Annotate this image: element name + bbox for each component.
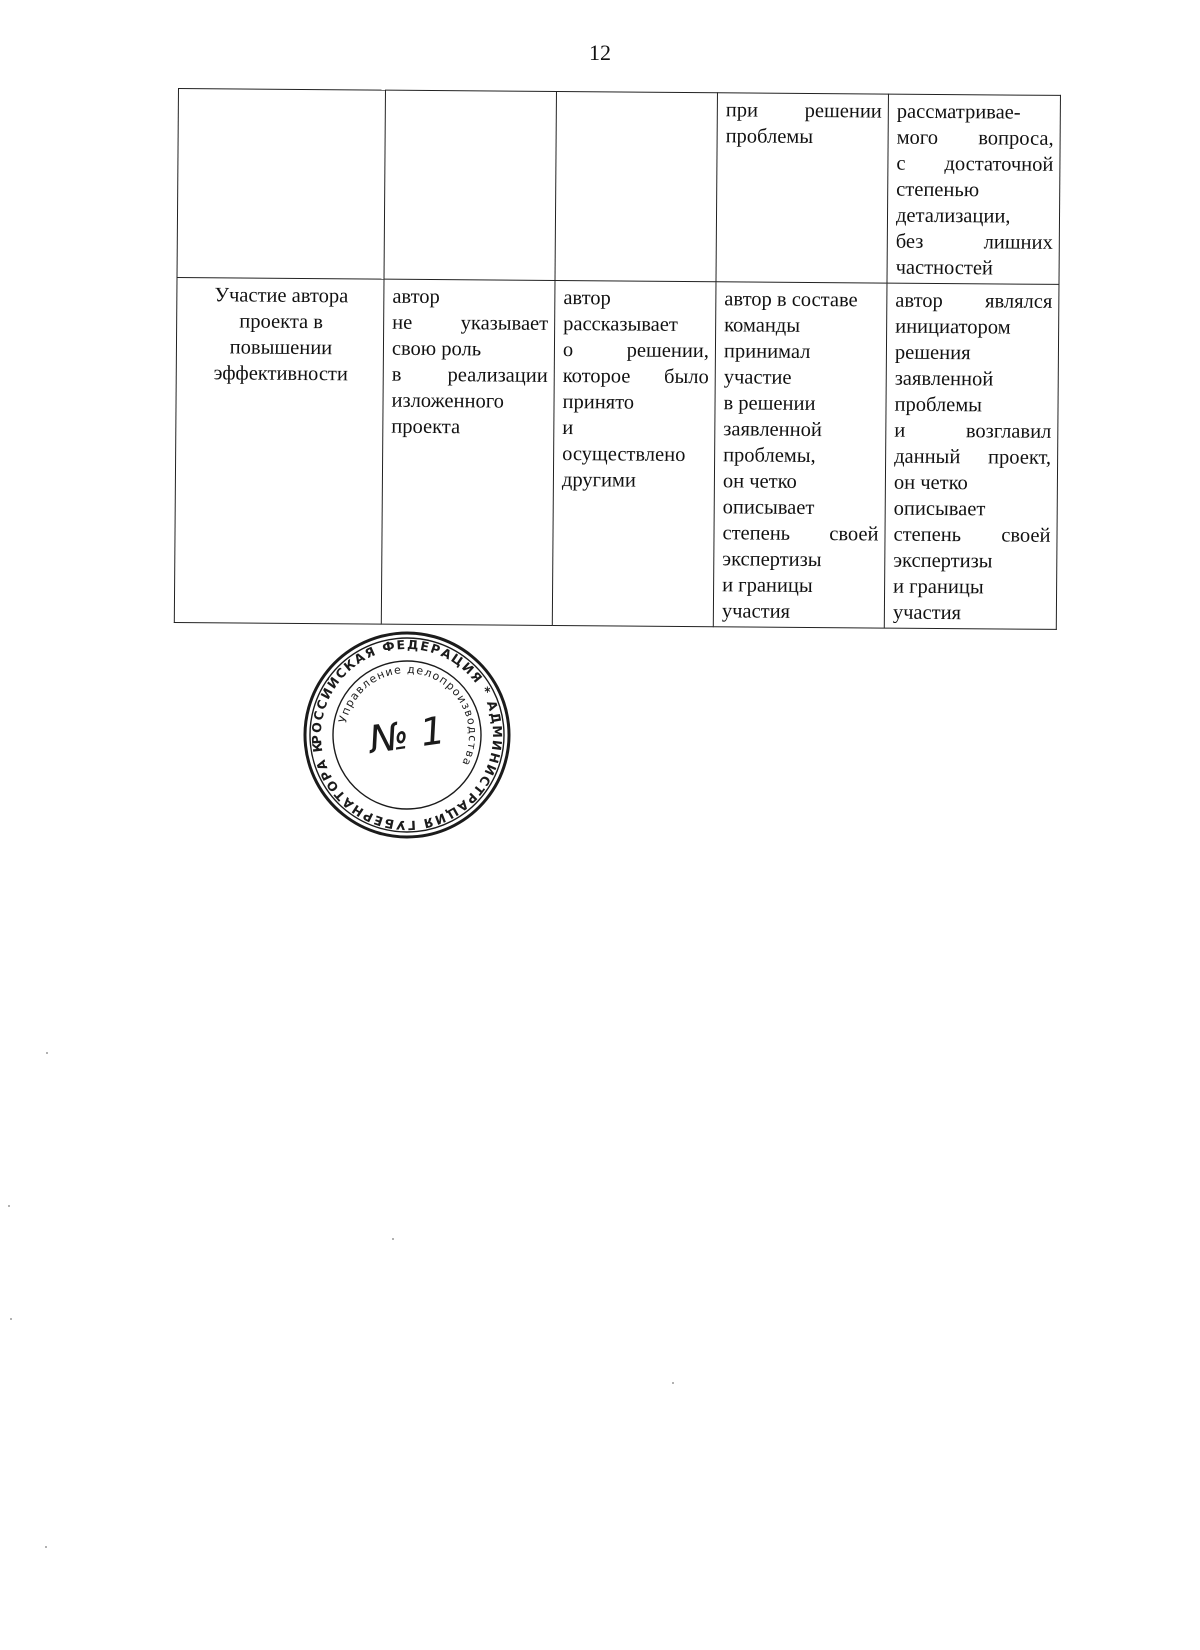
cell-text-line: и границы bbox=[722, 574, 813, 597]
table-cell bbox=[177, 89, 385, 280]
cell-text-line: степенью bbox=[896, 178, 980, 202]
cell-text-line: повышении bbox=[229, 336, 333, 360]
scan-speck bbox=[392, 1238, 394, 1240]
cell-text-line: участие bbox=[723, 366, 792, 389]
cell-text-line: в реализации bbox=[391, 363, 548, 387]
criteria-table bbox=[174, 88, 1061, 630]
cell-text-line: Участие автора bbox=[214, 284, 349, 308]
table-cell bbox=[887, 94, 1060, 284]
cell-text-line: он четко bbox=[722, 470, 797, 493]
cell-text-line: рассказывает bbox=[563, 313, 678, 336]
cell-text-line: автор являлся bbox=[895, 289, 1053, 313]
cell-text-line: при решении bbox=[725, 99, 882, 123]
cell-text-line: заявленной bbox=[723, 418, 822, 442]
cell-text-line: о решении, bbox=[562, 339, 710, 363]
cell-text-line: экспертизы bbox=[893, 549, 993, 573]
scan-speck bbox=[10, 1318, 12, 1320]
cell-text-line: детализации, bbox=[895, 204, 1011, 228]
cell-text-line: которое было bbox=[562, 365, 709, 389]
cell-text-line: и bbox=[562, 417, 574, 440]
seal-graphic bbox=[302, 630, 512, 840]
cell-text-line: инициатором bbox=[895, 315, 1011, 339]
table-cell bbox=[884, 283, 1059, 629]
scan-speck bbox=[46, 1052, 48, 1054]
cell-text-line: частностей bbox=[895, 256, 994, 280]
cell-text-line: степень своей bbox=[722, 522, 879, 546]
cell-text-line: без лишних bbox=[895, 230, 1053, 254]
cell-text-line: данный проект, bbox=[894, 445, 1052, 469]
cell-text-line: проблемы bbox=[725, 125, 814, 148]
cell-text-line: принято bbox=[562, 391, 635, 414]
scan-speck bbox=[8, 1205, 10, 1207]
seal-center-text: № 1 bbox=[366, 707, 448, 763]
cell-text-line: проблемы bbox=[894, 393, 983, 417]
cell-text-line: автор bbox=[563, 287, 611, 310]
cell-text-line: экспертизы bbox=[722, 548, 822, 572]
cell-text-line: участия bbox=[721, 600, 791, 623]
table-cell bbox=[174, 277, 384, 624]
cell-text-line: решения bbox=[894, 341, 971, 365]
table-cell bbox=[552, 280, 716, 626]
table-row bbox=[174, 277, 1059, 629]
table-cell bbox=[555, 91, 717, 281]
cell-text-line: мого вопроса, bbox=[896, 126, 1054, 150]
cell-text-line: эффективности bbox=[213, 362, 348, 386]
cell-text-line: участия bbox=[892, 601, 962, 625]
cell-text-line: изложенного bbox=[391, 389, 505, 413]
seal-inner-text: Управление делопроизводства bbox=[336, 662, 480, 769]
cell-text-line: автор в составе bbox=[724, 288, 858, 312]
cell-text-line: степень своей bbox=[893, 523, 1051, 547]
cell-text-line: проблемы, bbox=[723, 444, 816, 468]
cell-text-line: рассматривае- bbox=[896, 100, 1021, 124]
scan-speck bbox=[45, 1546, 47, 1548]
scan-speck bbox=[672, 1382, 674, 1384]
cell-text-line: свою роль bbox=[391, 337, 482, 361]
seal-outer-text: РОССИЙСКАЯ ФЕДЕРАЦИЯ * АДМИНИСТРАЦИЯ ГУБЕРНАТОРА КАЛУЖСКОЙ bbox=[308, 636, 506, 834]
cell-text-line: и границы bbox=[893, 575, 984, 599]
cell-text-line: не указывает bbox=[392, 311, 549, 335]
cell-text-line: осуществлено bbox=[562, 443, 686, 466]
cell-text-line: с достаточной bbox=[896, 152, 1054, 176]
table-cell bbox=[713, 282, 887, 628]
cell-text-line: описывает bbox=[893, 497, 986, 521]
cell-text-line: другими bbox=[561, 469, 637, 492]
table-cell bbox=[716, 93, 888, 283]
cell-text-line: проекта bbox=[391, 415, 461, 439]
cell-text-line: и возглавил bbox=[894, 419, 1052, 443]
cell-text-line: автор bbox=[392, 285, 440, 309]
table-row bbox=[177, 89, 1060, 285]
cell-text-line: заявленной bbox=[894, 367, 994, 391]
cell-text-line: описывает bbox=[722, 496, 815, 520]
cell-text-line: в решении bbox=[723, 392, 816, 416]
cell-text-line: проекта в bbox=[239, 310, 324, 334]
table-cell bbox=[384, 90, 556, 280]
cell-text-line: принимал bbox=[723, 340, 811, 363]
cell-text-line: он четко bbox=[893, 471, 968, 495]
table-cell bbox=[381, 279, 555, 625]
page-number: 12 bbox=[589, 40, 611, 65]
official-seal bbox=[302, 630, 512, 840]
cell-text-line: команды bbox=[724, 314, 801, 337]
